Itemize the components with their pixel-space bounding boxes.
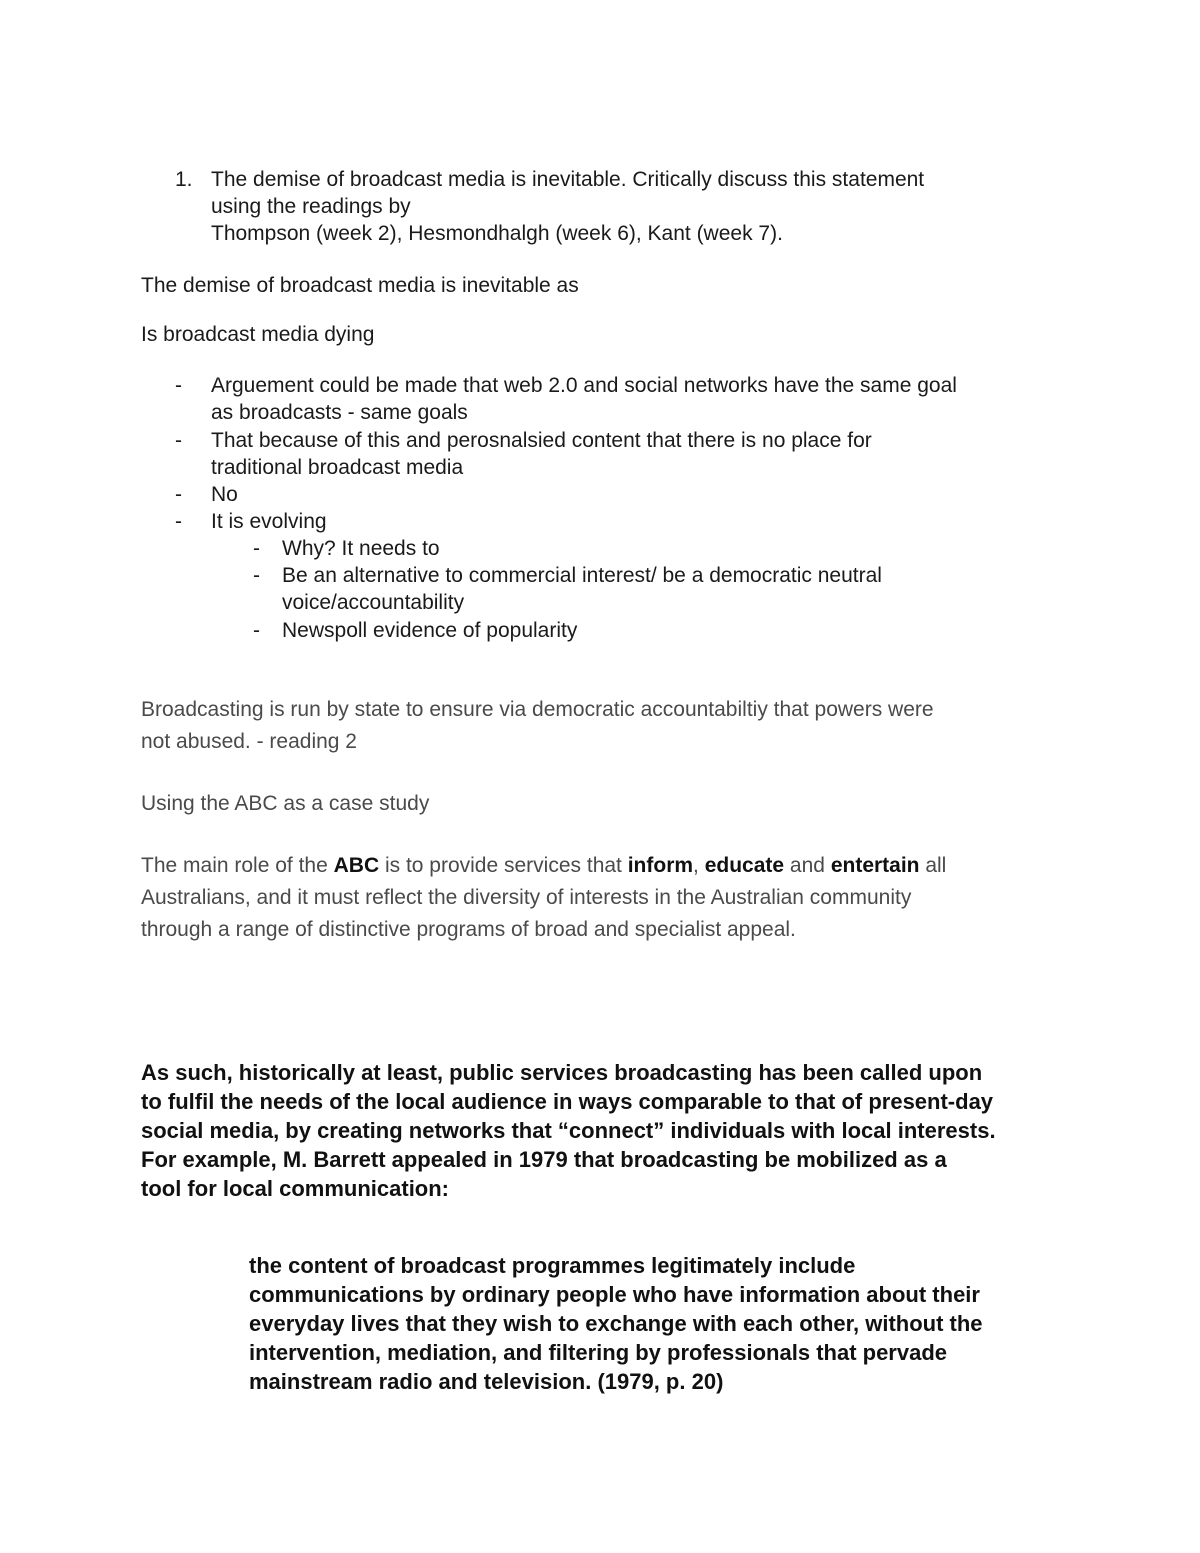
list-item-text: traditional broadcast media [211,456,464,479]
bold-line: social media, by creating networks that “connect” individuals with local interests. [141,1118,996,1143]
sub-list-item [0,562,1200,616]
question-item [0,166,1200,247]
list-item [0,427,1200,481]
quote-line: the content of broadcast programmes legitimately include [249,1253,856,1278]
abc-role-line: through a range of distinctive programs of broad and specialist appeal. [141,918,796,941]
question-line: Thompson (week 2), Hesmondhalgh (week 6), Kant (week 7). [211,222,783,245]
bullet-dash: - [253,564,260,587]
subheading: Is broadcast media dying [141,323,375,346]
list-item-text: Newspoll evidence of popularity [282,619,578,642]
list-item [0,508,1200,535]
bullet-dash: - [175,483,182,506]
list-item-text: Arguement could be made that web 2.0 and social networks have the same goal [211,374,957,397]
sub-list-item [0,535,1200,562]
text-run: , [693,854,705,877]
list-item-text: That because of this and perosnalsied content that there is no place for [211,429,872,452]
quote-line: intervention, mediation, and filtering by professionals that pervade [249,1340,948,1365]
text-run: and [784,854,831,877]
text-run: The main role of the [141,854,334,877]
bold-line: to fulfil the needs of the local audience in ways comparable to that of present-day [141,1089,994,1114]
list-item-text: voice/accountability [282,591,465,614]
text-run: is to provide services that [379,854,628,877]
bold-line: For example, M. Barrett appealed in 1979 that broadcasting be mobilized as a [141,1147,947,1172]
bold-paragraph [141,1058,1141,1203]
broadcasting-note [141,694,1141,758]
case-study-line: Using the ABC as a case study [141,792,430,815]
bullet-dash: - [253,537,260,560]
list-item-text: It is evolving [211,510,327,533]
question-line: using the readings by [211,195,411,218]
quote-line: mainstream radio and television. (1979, p. 20) [249,1369,724,1394]
quote-line: communications by ordinary people who have information about their [249,1282,980,1307]
bullet-dash: - [253,619,260,642]
list-item-text: Why? It needs to [282,537,440,560]
list-item-text: as broadcasts - same goals [211,401,468,424]
quote-line: everyday lives that they wish to exchange with each other, without the [249,1311,983,1336]
abc-role-paragraph [141,850,1141,946]
note-line: Broadcasting is run by state to ensure via democratic accountabiltiy that powers were [141,698,934,721]
list-item [0,481,1200,508]
note-line: not abused. - reading 2 [141,730,357,753]
bold-line: tool for local communication: [141,1176,450,1201]
list-item-text: No [211,483,238,506]
abc-role-line [141,850,1141,882]
bullet-dash: - [175,374,182,397]
list-item [0,372,1200,426]
question-line: The demise of broadcast media is inevitable. Critically discuss this statement [211,168,925,191]
sub-list-item [0,617,1200,644]
educate-term: educate [704,854,785,877]
bullet-dash: - [175,429,182,452]
text-run: all [919,854,947,877]
intro-line: The demise of broadcast media is inevitable as [141,274,579,297]
list-item-text: Be an alternative to commercial interest/ be a democratic neutral [282,564,882,587]
bold-line: As such, historically at least, public services broadcasting has been called upon [141,1060,983,1085]
bullet-dash: - [175,510,182,533]
inform-term: inform [627,854,694,877]
list-number: 1. [175,168,193,191]
abc-role-line: Australians, and it must reflect the diversity of interests in the Australian community [141,886,912,909]
block-quote [249,1251,1149,1396]
entertain-term: entertain [830,854,920,877]
abc-term: ABC [333,854,380,877]
